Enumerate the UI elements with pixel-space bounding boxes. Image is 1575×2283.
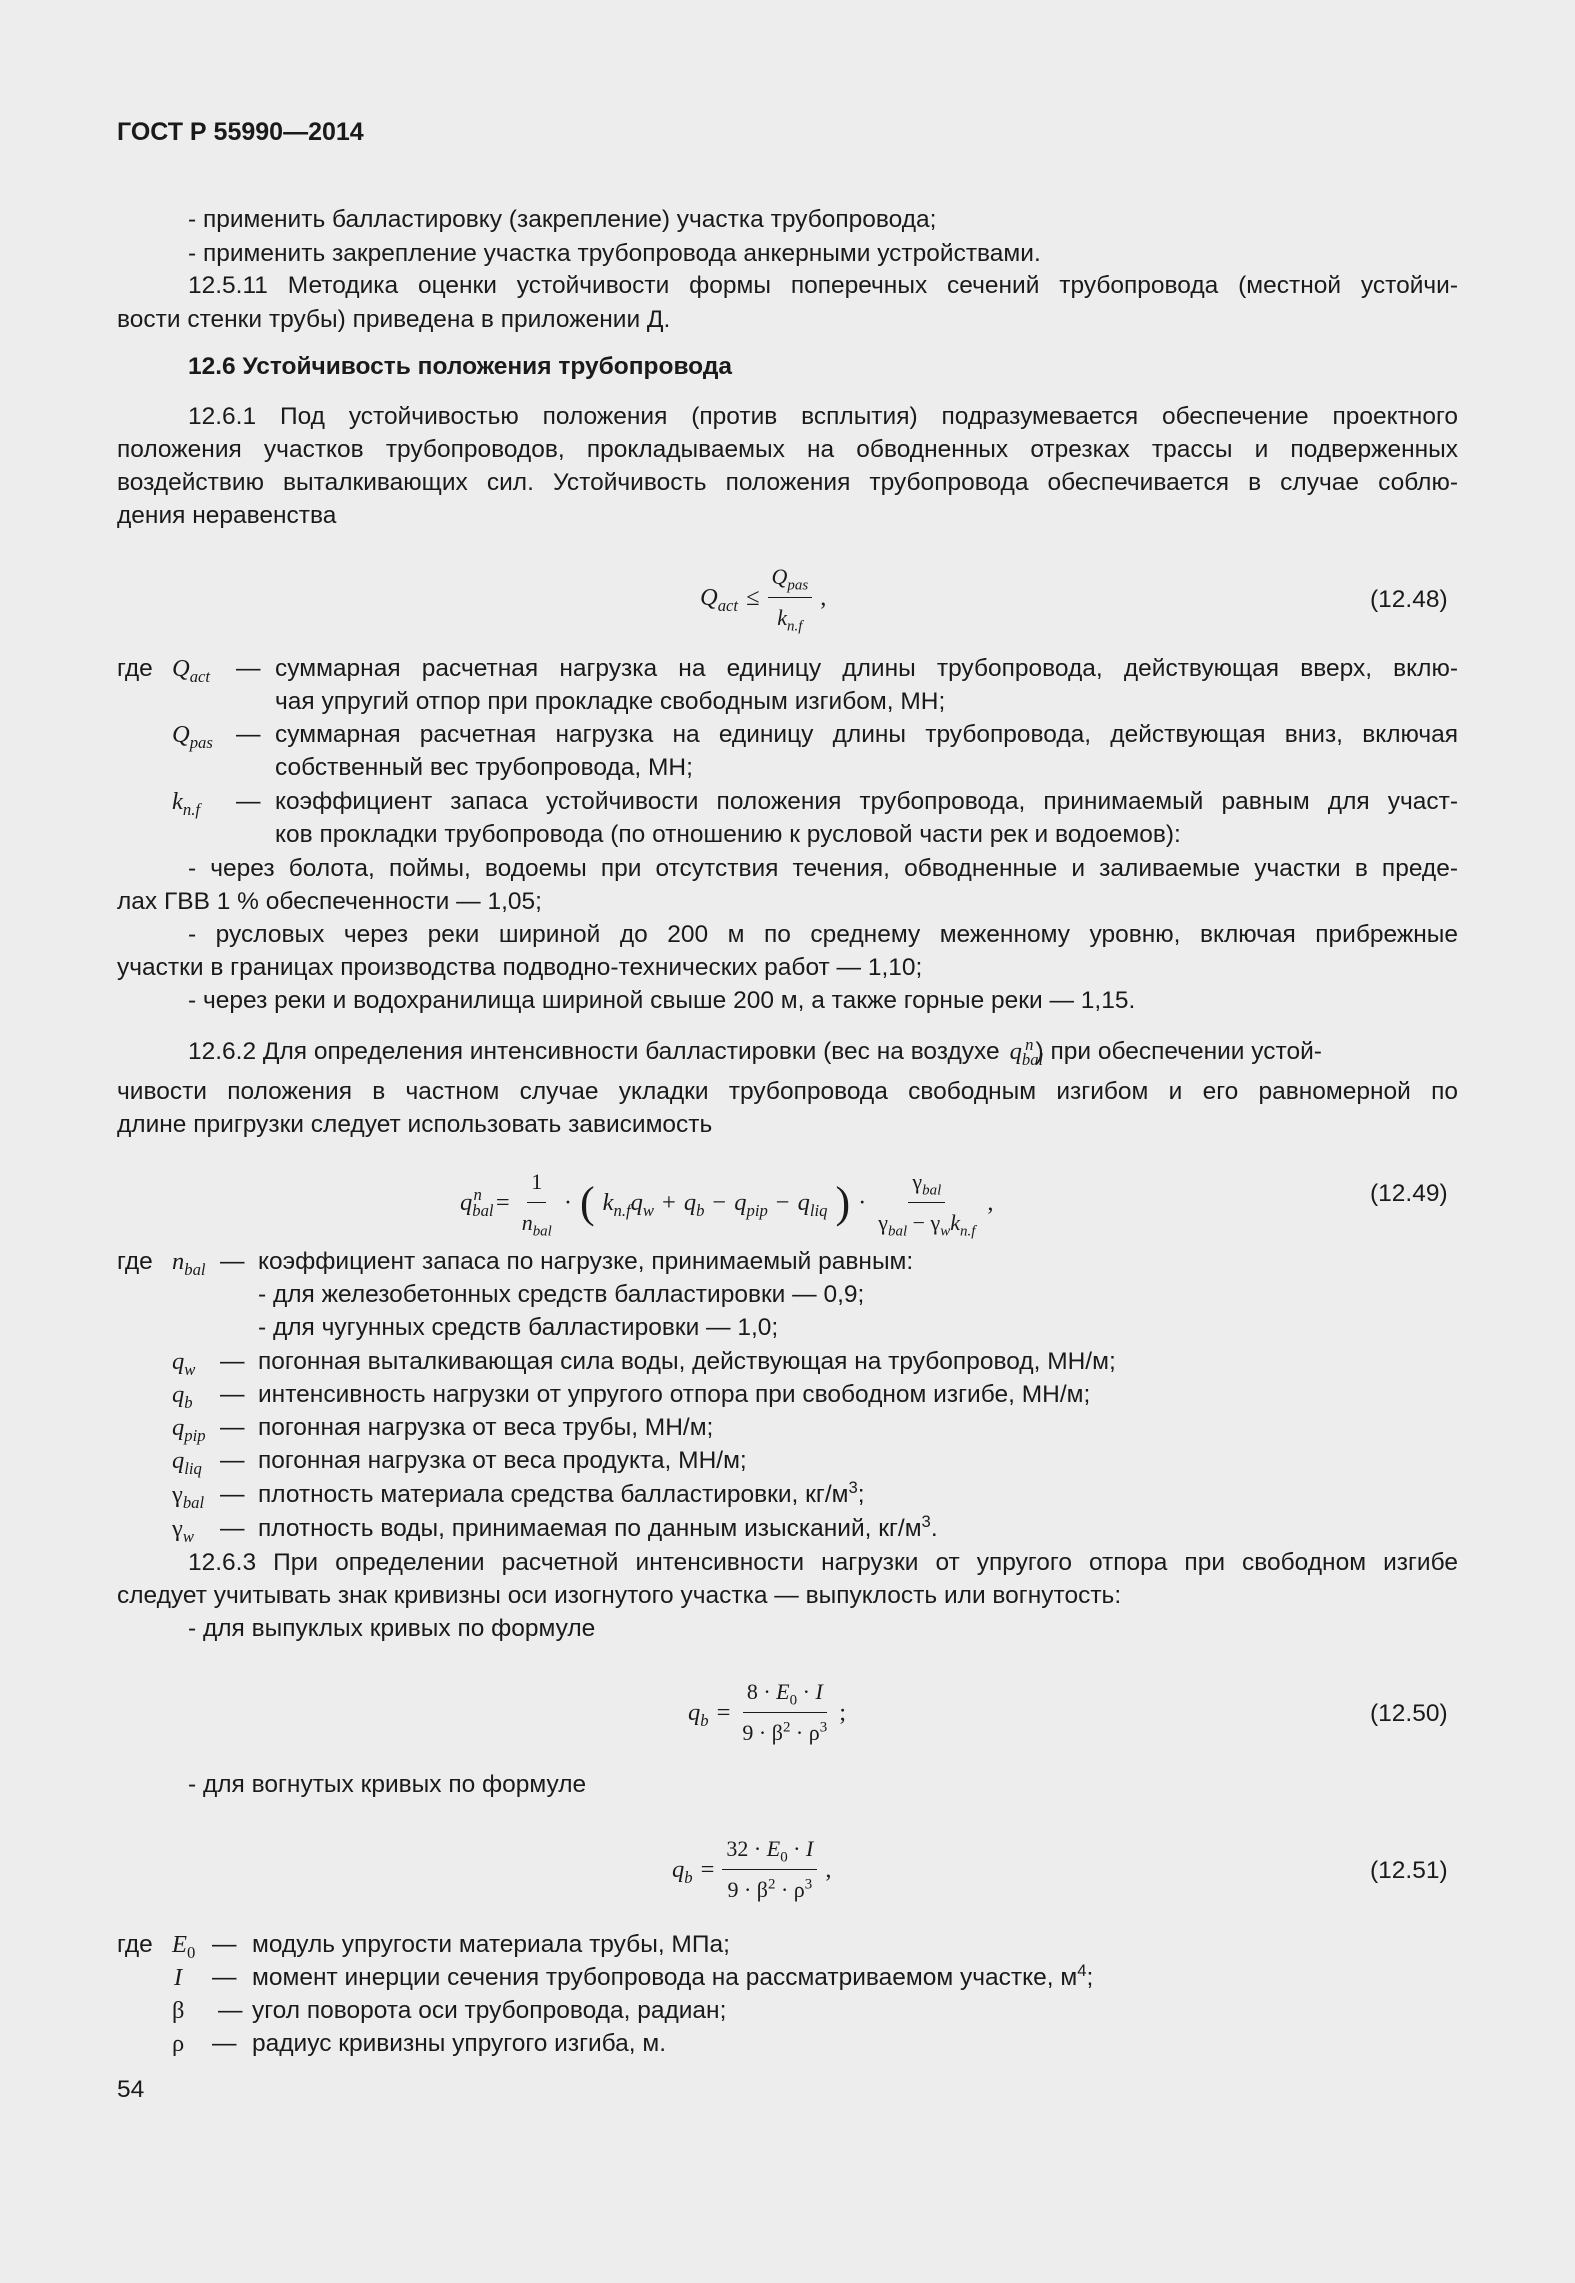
dash: — xyxy=(220,1481,245,1508)
symbol: $k_{n.f}$ xyxy=(172,788,200,819)
dash: — xyxy=(218,1997,243,2024)
definition-line: суммарная расчетная нагрузка на единицу длины трубопровода, действующая вниз, включая xyxy=(275,721,1458,748)
dash: — xyxy=(220,1248,245,1275)
text-line xyxy=(188,1035,1458,1069)
dash: — xyxy=(236,788,261,815)
page-number: 54 xyxy=(117,2076,145,2103)
where-label: где xyxy=(117,1248,153,1275)
symbol: I xyxy=(174,1964,183,1991)
definition-line: погонная нагрузка от веса трубы, МН/м; xyxy=(258,1414,714,1441)
text-line: 12.6.3 При определении расчетной интенсивности нагрузки от упругого отпора при свободном изгибе xyxy=(188,1549,1458,1576)
text-span: плотность воды, принимаемая по данным изысканий, кг/м xyxy=(258,1515,922,1542)
definition-line: ков прокладки трубопровода (по отношению к русловой части рек и водоемов): xyxy=(275,821,1181,848)
text-span: плотность материала средства балластировки, кг/м xyxy=(258,1481,849,1508)
definition-line: модуль упругости материала трубы, МПа; xyxy=(252,1931,730,1958)
definition-line: коэффициент запаса по нагрузке, принимаемый равным: xyxy=(258,1248,914,1275)
symbol: β xyxy=(172,1997,185,2024)
dash: — xyxy=(220,1447,245,1474)
text-line: - через реки и водохранилища шириной свыше 200 м, а также горные реки — 1,15. xyxy=(188,987,1136,1014)
text-line: следует учитывать знак кривизны оси изогнутого участка — выпуклость или вогнутость: xyxy=(117,1582,1122,1609)
dash: — xyxy=(220,1414,245,1441)
text-line: - для выпуклых кривых по формуле xyxy=(188,1615,596,1642)
where-label: где xyxy=(117,655,153,682)
definition-line: погонная нагрузка от веса продукта, МН/м; xyxy=(258,1447,747,1474)
symbol: $q_b$ xyxy=(172,1381,193,1412)
text-line: лах ГВВ 1 % обеспеченности — 1,05; xyxy=(117,888,542,915)
section-title: 12.6 Устойчивость положения трубопровода xyxy=(188,353,733,380)
symbol: $E_0$ xyxy=(172,1931,196,1962)
dash: — xyxy=(220,1348,245,1375)
text-line: вости стенки трубы) приведена в приложении Д. xyxy=(117,306,671,333)
definition-line: - для чугунных средств балластировки — 1,0; xyxy=(258,1314,779,1341)
definition-line: погонная выталкивающая сила воды, действующая на трубопровод, МН/м; xyxy=(258,1348,1116,1375)
where-label: где xyxy=(117,1931,153,1958)
dash: — xyxy=(212,1931,237,1958)
formula-12-51: $q_b$ = $\frac{32 \cdot E_0 \cdot I}{9 \cdot \beta^2 \cdot \rho^3}$ , xyxy=(672,1832,831,1907)
text-span: ) при обеспечении устой- xyxy=(1035,1038,1322,1065)
dash: — xyxy=(220,1381,245,1408)
definition-line: плотность воды, принимаемая по данным изысканий, $кг/м^3$. xyxy=(258,1511,938,1542)
text-line: - применить закрепление участка трубопровода анкерными устройствами. xyxy=(188,240,1041,267)
symbol: $Q_{pas}$ xyxy=(172,721,213,752)
document-header: ГОСТ Р 55990—2014 xyxy=(117,118,364,146)
symbol: ρ xyxy=(172,2030,185,2057)
text-line: чивости положения в частном случае укладки трубопровода свободным изгибом и его равномерной по xyxy=(117,1078,1458,1105)
symbol: $q_w$ xyxy=(172,1348,196,1379)
equation-number: (12.48) xyxy=(1370,586,1448,613)
text-line: воздействию выталкивающих сил. Устойчивость положения трубопровода обеспечивается в случае соблю- xyxy=(117,469,1458,496)
dash: — xyxy=(220,1515,245,1542)
text-line: - через болота, поймы, водоемы при отсутствия течения, обводненные и заливаемые участки в преде- xyxy=(188,855,1458,882)
symbol: $\gamma_{bal}$ xyxy=(172,1481,205,1512)
text-line: 12.5.11 Методика оценки устойчивости формы поперечных сечений трубопровода (местной устойчи- xyxy=(188,272,1458,299)
text-line: - русловых через реки шириной до 200 м по среднему меженному уровню, включая прибрежные xyxy=(188,921,1458,948)
symbol: $q_{liq}$ xyxy=(172,1447,202,1478)
formula-12-49: $q_{bal}^n$ = $\frac{1}{n_{bal}}$ · ( $k_{n.f}q_w$ + $q_b$ − $q_{pip}$ − $q_{liq}$ ) · $\frac{\gamma_{bal}}{\gamma_{bal} - \gamma_wk_{n.f}}$ , xyxy=(460,1165,994,1240)
symbol: $Q_{act}$ xyxy=(172,655,211,686)
text-line: - для вогнутых кривых по формуле xyxy=(188,1771,587,1798)
equation-number: (12.50) xyxy=(1370,1700,1448,1727)
definition-line: интенсивность нагрузки от упругого отпора при свободном изгибе, МН/м; xyxy=(258,1381,1091,1408)
definition-line: коэффициент запаса устойчивости положения трубопровода, принимаемый равным для участ- xyxy=(275,788,1458,815)
symbol: $\gamma_w$ xyxy=(172,1515,194,1546)
equation-number: (12.49) xyxy=(1370,1180,1448,1207)
text-line: участки в границах производства подводно-технических работ — 1,10; xyxy=(117,954,923,981)
text-line: - применить балластировку (закрепление) участка трубопровода; xyxy=(188,206,937,233)
definition-line: момент инерции сечения трубопровода на рассматриваемом участке, $м^4$; xyxy=(252,1960,1094,1991)
definition-line: собственный вес трубопровода, МН; xyxy=(275,754,693,781)
definition-line: угол поворота оси трубопровода, радиан; xyxy=(252,1997,727,2024)
definition-line: чая упругий отпор при прокладке свободным изгибом, МН; xyxy=(275,688,946,715)
formula-12-50: $q_b$ = $\frac{8 \cdot E_0 \cdot I}{9 \cdot \beta^2 \cdot \rho^3}$ ; xyxy=(688,1675,846,1750)
definition-line: плотность материала средства балластировки, $кг/м^3$; xyxy=(258,1477,865,1508)
text-span: 12.6.2 Для определения интенсивности балластировки (вес на воздухе xyxy=(188,1038,1000,1065)
dash: — xyxy=(212,1964,237,1991)
symbol: $q_{pip}$ xyxy=(172,1414,206,1445)
text-span: момент инерции сечения трубопровода на рассматриваемом участке, м xyxy=(252,1964,1078,1991)
equation-number: (12.51) xyxy=(1370,1857,1448,1884)
dash: — xyxy=(236,655,261,682)
definition-line: суммарная расчетная нагрузка на единицу длины трубопровода, действующая вверх, вклю- xyxy=(275,655,1458,682)
symbol: $q_{bal}^n$ xyxy=(1009,1034,1044,1069)
text-line: 12.6.1 Под устойчивостью положения (против всплытия) подразумевается обеспечение проектного xyxy=(188,403,1458,430)
definition-line: - для железобетонных средств балластировки — 0,9; xyxy=(258,1281,865,1308)
dash: — xyxy=(236,721,261,748)
text-line: дения неравенства xyxy=(117,502,337,529)
text-line: длине пригрузки следует использовать зависимость xyxy=(117,1111,713,1138)
definition-line: радиус кривизны упругого изгиба, м. xyxy=(252,2030,667,2057)
text-line: положения участков трубопроводов, прокладываемых на обводненных отрезках трассы и подверженных xyxy=(117,436,1458,463)
dash: — xyxy=(212,2030,237,2057)
symbol: $n_{bal}$ xyxy=(172,1248,206,1279)
formula-12-48: $Q_{act}$ ≤ $\frac{Q_{pas}}{k_{n.f}}$ , xyxy=(700,560,826,635)
